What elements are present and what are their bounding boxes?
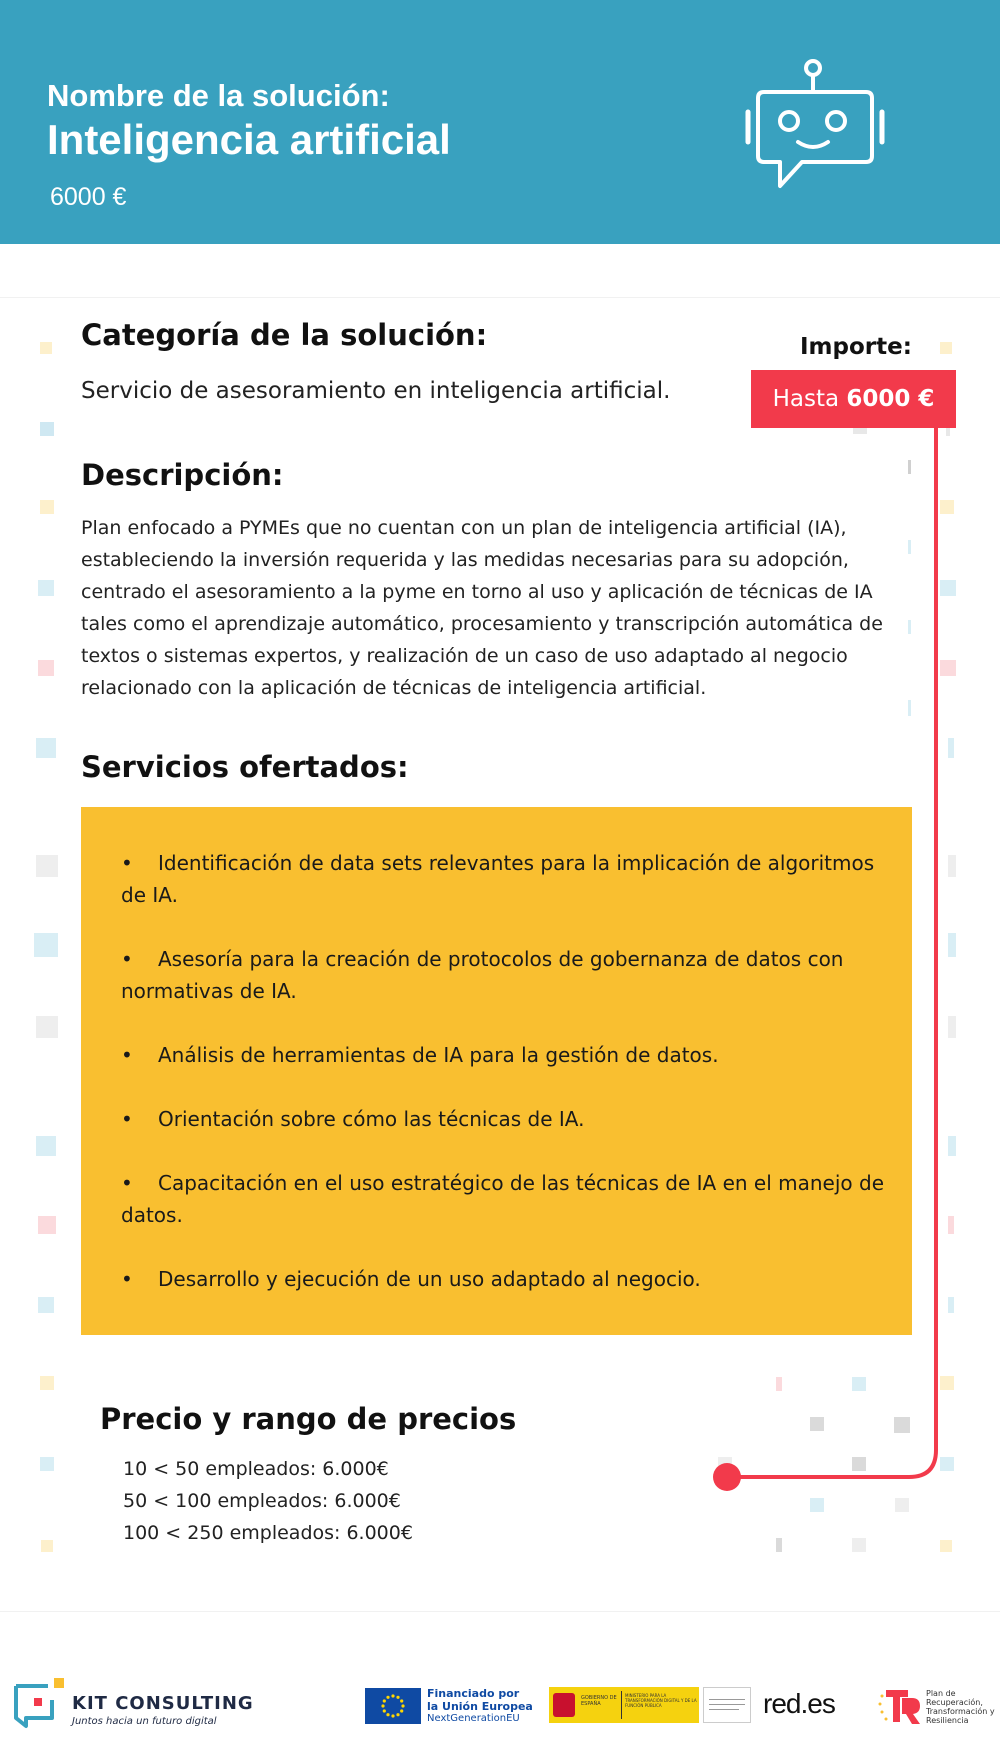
descripcion-heading: Descripción: [81, 458, 284, 492]
header-banner [0, 0, 1000, 244]
prtr-logo-icon [876, 1686, 922, 1726]
servicios-heading: Servicios ofertados: [81, 750, 409, 784]
importe-amount: 6000 € [846, 386, 935, 412]
list-item: • Identificación de data sets relevantes para la implicación de algoritmos de IA. [121, 851, 875, 907]
prtr-text: Plan de Recuperación, Transformación y Resiliencia [926, 1689, 995, 1725]
importe-badge [751, 370, 956, 428]
eu-flag-icon [365, 1688, 421, 1724]
redes-logo: red.es [763, 1688, 835, 1719]
eu-funding-text: Financiado por la Unión Europea [427, 1687, 533, 1713]
robot-chat-icon [742, 58, 890, 194]
kit-consulting-name: KIT CONSULTING [72, 1693, 254, 1714]
list-item: • Capacitación en el uso estratégico de las técnicas de IA en el manejo de datos. [121, 1171, 884, 1227]
list-item: • Desarrollo y ejecución de un uso adaptado al negocio. [121, 1267, 701, 1291]
kit-consulting-tagline: Juntos hacia un futuro digital [72, 1716, 217, 1727]
servicios-box [81, 807, 912, 1335]
solution-name: Inteligencia artificial [47, 116, 451, 163]
descripcion-text: Plan enfocado a PYMEs que no cuentan con un plan de inteligencia artificial (IA), estableciendo la inversión requerida y las medidas necesarias para su adopción, centrado el asesoramiento a la pyme en torno al uso y aplicación de técnicas de IA tales como el aprendizaje automático, procesamiento y transcripción automática de textos o sistemas expertos, y realización de un caso de uso adaptado al negocio relacionado con la aplicación de técnicas de inteligencia artificial. [81, 517, 883, 699]
list-item: • Análisis de herramientas de IA para la gestión de datos. [121, 1043, 719, 1067]
categoria-text: Servicio de asesoramiento en inteligencia artificial. [81, 378, 671, 404]
importe-prefix: Hasta [772, 386, 840, 412]
kit-consulting-logo-icon [12, 1676, 66, 1732]
categoria-heading: Categoría de la solución: [81, 318, 488, 352]
eu-nextgen-text: NextGenerationEU [427, 1713, 520, 1724]
list-item: • Orientación sobre cómo las técnicas de IA. [121, 1107, 585, 1131]
precios-heading: Precio y rango de precios [100, 1402, 517, 1436]
list-item: • Asesoría para la creación de protocolos de gobernanza de datos con normativas de IA. [121, 947, 844, 1003]
price-range-item: 10 < 50 empleados: 6.000€ [123, 1458, 389, 1480]
price-range-item: 50 < 100 empleados: 6.000€ [123, 1490, 401, 1512]
header-price: 6000 € [50, 183, 127, 211]
importe-label: Importe: [800, 334, 912, 360]
price-range-item: 100 < 250 empleados: 6.000€ [123, 1522, 413, 1544]
gobierno-espana-logo: GOBIERNO DE ESPAÑA MINISTERIO PARA LA TRANSFORMACIÓN DIGITAL Y DE LA FUNCIÓN PÚBLICA [549, 1687, 751, 1723]
solution-name-label: Nombre de la solución: [47, 78, 390, 113]
